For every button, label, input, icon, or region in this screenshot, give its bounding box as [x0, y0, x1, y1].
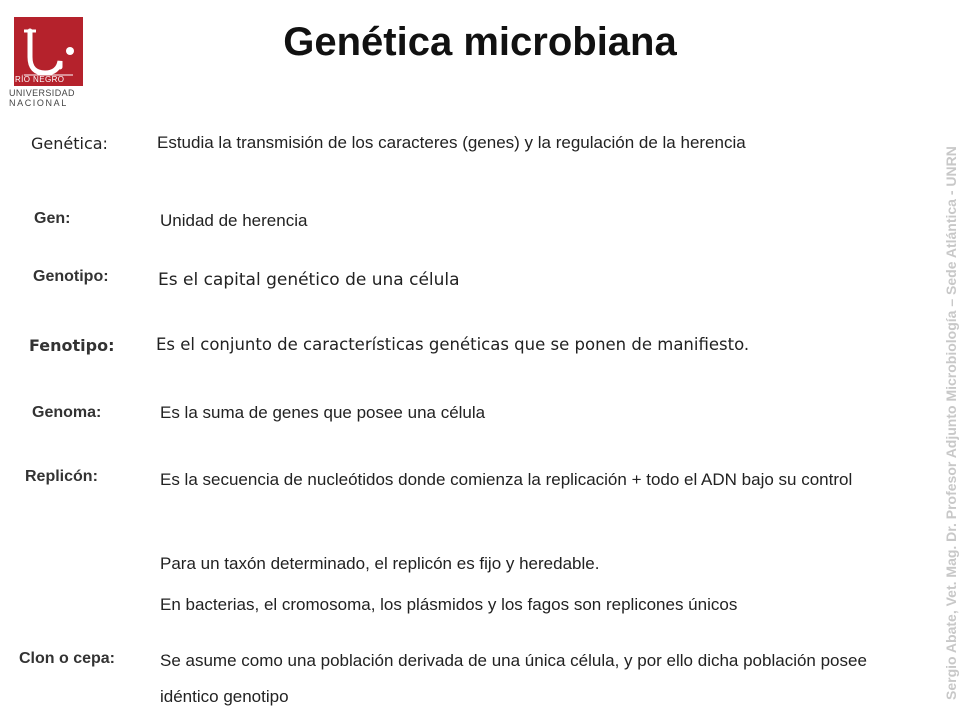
logo-line-nacional: NACIONAL	[9, 98, 68, 108]
logo-line-universidad: UNIVERSIDAD	[9, 88, 75, 98]
term-fenotipo: Fenotipo:	[29, 336, 115, 355]
def-replicon: Es la secuencia de nucleótidos donde comienza la replicación + todo el ADN bajo su control	[160, 470, 853, 489]
def-genoma: Es la suma de genes que posee una célula	[160, 403, 486, 422]
def-genotipo: Es el capital genético de una célula	[158, 270, 460, 290]
def-genetica: Estudia la transmisión de los caracteres (genes) y la regulación de la herencia	[157, 133, 746, 152]
term-clon: Clon o cepa:	[19, 650, 116, 667]
term-genetica: Genética:	[31, 134, 108, 153]
author-sidebar: Sergio Abate, Vet. Mag. Dr. Profesor Adjunto Microbiología – Sede Atlántica - UNRN	[943, 146, 959, 700]
def-fenotipo: Es el conjunto de características genéticas que se ponen de manifiesto.	[156, 335, 750, 354]
logo-text	[9, 75, 89, 108]
logo-line-rionegro: RÍO NEGRO	[15, 75, 65, 84]
def-replicon-line3: En bacterias, el cromosoma, los plásmidos y los fagos son replicones únicos	[160, 595, 738, 614]
page-title: Genética microbiana	[283, 20, 677, 64]
term-gen: Gen:	[34, 210, 71, 227]
def-replicon-line2: Para un taxón determinado, el replicón es fijo y heredable.	[160, 554, 600, 573]
term-replicon: Replicón:	[25, 468, 98, 485]
def-clon: Se asume como una población derivada de una única célula, y por ello dicha población posee idéntico genotipo	[160, 651, 867, 706]
def-gen: Unidad de herencia	[160, 211, 308, 230]
term-genotipo: Genotipo:	[33, 268, 109, 285]
term-genoma: Genoma:	[32, 404, 102, 421]
